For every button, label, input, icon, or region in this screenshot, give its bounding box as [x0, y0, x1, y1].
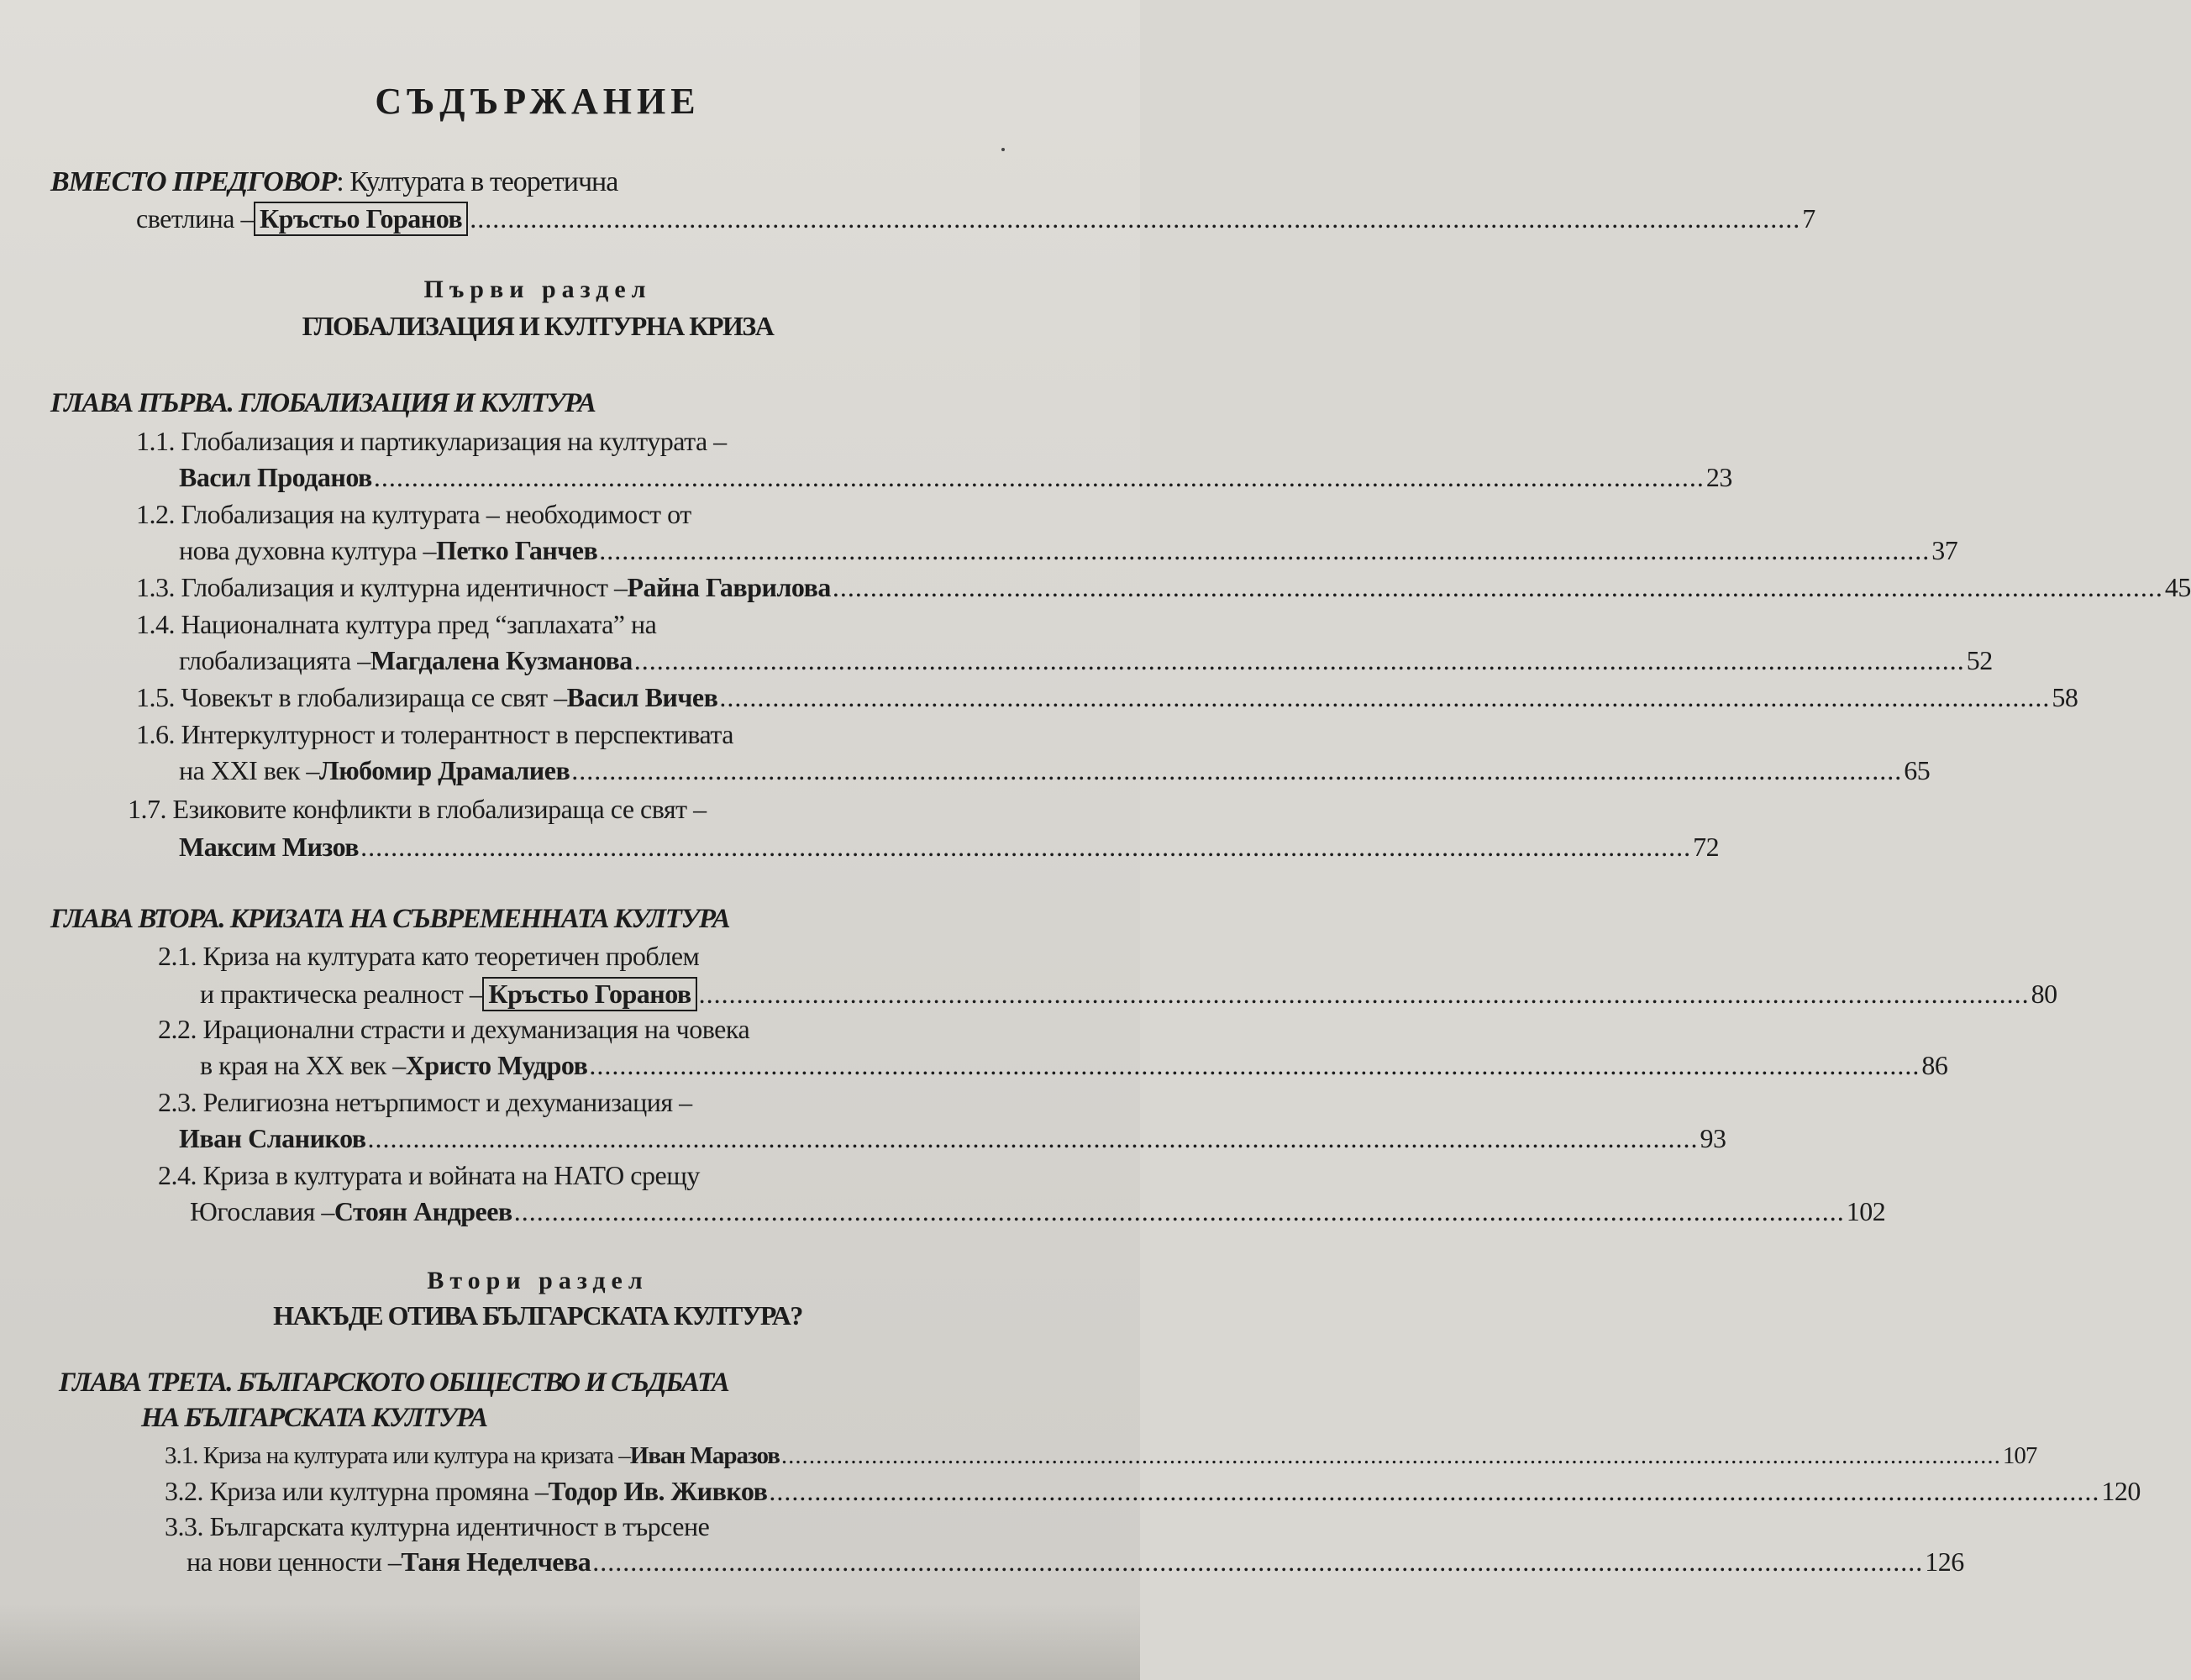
entry-title: 2.1. Криза на културата като теоретичен проблем — [158, 941, 700, 971]
toc-entry-line — [165, 1476, 2141, 1507]
entry-author: Магдалена Кузманова — [370, 645, 633, 675]
entry-title-cont: нова духовна култура – — [179, 535, 436, 565]
page-title: СЪДЪРЖАНИЕ — [375, 81, 701, 122]
page-bottom-shadow — [0, 1604, 1140, 1680]
intro-lead: ВМЕСТО ПРЕДГОВОР — [50, 166, 337, 197]
dot-leader: ................................................................................................................................................................................ — [698, 979, 2030, 1009]
page-number: 126 — [1925, 1546, 1964, 1577]
part-2-title: НАКЪДЕ ОТИВА БЪЛГАРСКАТА КУЛТУРА? — [273, 1300, 802, 1331]
entry-title: 1.7. Езиковите конфликти в глобализираща се свят – — [128, 794, 707, 824]
dot-leader: ................................................................................................................................................................................ — [780, 1442, 2001, 1469]
intro-author: Кръстьо Горанов — [254, 202, 468, 236]
dot-leader: ................................................................................................................................................................................ — [589, 1050, 1920, 1080]
entry-title: 3.3. Българската културна идентичност в търсене — [165, 1511, 710, 1541]
intro-entry-line — [136, 202, 1815, 236]
dot-leader: ................................................................................................................................................................................ — [599, 535, 1931, 565]
chapter-3-title-1: ГЛАВА ТРЕТА. БЪЛГАРСКОТО ОБЩЕСТВО И СЪДБАТА — [59, 1368, 729, 1398]
toc-entry-line — [179, 645, 1993, 676]
dot-leader: ................................................................................................................................................................................ — [769, 1476, 2100, 1506]
entry-author: Иван Слаников — [179, 1123, 366, 1153]
toc-entry-line — [165, 1442, 2037, 1470]
entry-title: 1.4. Националната култура пред “заплахата” на — [136, 609, 657, 639]
toc-entry-line — [200, 977, 2057, 1011]
toc-entry-line — [190, 1196, 1886, 1227]
entry-author: Тодор Ив. Живков — [548, 1476, 768, 1506]
dot-leader: ................................................................................................................................................................................ — [633, 645, 1965, 675]
entry-author: Любомир Драмалиев — [318, 755, 570, 785]
entry-author: Христо Мудров — [405, 1050, 588, 1080]
entry-author: Кръстьо Горанов — [482, 977, 696, 1011]
page-number: 7 — [1802, 203, 1815, 234]
entry-author: Таня Неделчева — [401, 1546, 591, 1577]
entry-title: 2.2. Ирационални страсти и дехуманизация на човека — [158, 1014, 750, 1044]
page-number: 58 — [2052, 682, 2078, 712]
entry-title: 3.2. Криза или културна промяна – — [165, 1476, 549, 1506]
entry-title-cont: на XXI век – — [179, 755, 319, 785]
entry-title: 1.5. Човекът в глобализираща се свят – — [136, 682, 567, 712]
entry-title-cont: и практическа реалност – — [200, 979, 483, 1009]
page-number: 72 — [1693, 832, 1720, 862]
page-number: 23 — [1705, 462, 1732, 492]
page-number: 107 — [2002, 1442, 2037, 1469]
entry-title-cont: на нови ценности – — [187, 1546, 402, 1577]
entry-author: Стоян Андреев — [334, 1196, 512, 1226]
toc-entry-line — [179, 832, 1720, 863]
toc-entry-line — [136, 572, 2191, 603]
entry-author: Максим Мизов — [179, 832, 360, 862]
entry-title: 1.3. Глобализация и културна идентичност – — [136, 572, 628, 602]
dot-leader: ................................................................................................................................................................................ — [832, 572, 2163, 602]
entry-author: Райна Гаврилова — [627, 572, 831, 602]
toc-entry-line — [200, 1050, 1948, 1081]
chapter-2-title: ГЛАВА ВТОРА. КРИЗАТА НА СЪВРЕМЕННАТА КУЛТУРА — [50, 904, 730, 934]
dot-leader: ................................................................................................................................................................................ — [373, 462, 1705, 492]
page-number: 52 — [1966, 645, 1993, 675]
toc-entry-line — [136, 682, 2078, 713]
page-number: 102 — [1846, 1196, 1886, 1226]
page-number: 120 — [2101, 1476, 2141, 1506]
page-number: 37 — [1931, 535, 1958, 565]
entry-title: 1.6. Интеркултурност и толерантност в перспективата — [136, 719, 733, 749]
entry-title: 1.1. Глобализация и партикуларизация на културата – — [136, 426, 727, 456]
entry-title-cont: в края на XX век – — [200, 1050, 406, 1080]
toc-entry-line — [179, 1123, 1726, 1154]
page-number: 93 — [1700, 1123, 1726, 1153]
chapter-3-title-2: НА БЪЛГАРСКАТА КУЛТУРА — [141, 1403, 487, 1433]
entry-author: Петко Ганчев — [435, 535, 598, 565]
entry-author: Васил Проданов — [179, 462, 372, 492]
dot-leader: ................................................................................................................................................................................ — [367, 1123, 1699, 1153]
entry-title: 1.2. Глобализация на културата – необходимост от — [136, 499, 691, 529]
dot-leader: ................................................................................................................................................................................ — [470, 203, 1801, 234]
entry-title: 2.3. Религиозна нетърпимост и дехуманизация – — [158, 1087, 692, 1117]
entry-author: Иван Маразов — [629, 1442, 780, 1469]
entry-title: 2.4. Криза в културата и войната на НАТО срещу — [158, 1160, 700, 1190]
page-number: 45 — [2164, 572, 2191, 602]
entry-title-cont: Югославия – — [190, 1196, 334, 1226]
page-number: 80 — [2031, 979, 2057, 1009]
part-1-label: Първи раздел — [423, 276, 652, 303]
dot-leader: ................................................................................................................................................................................ — [592, 1546, 1924, 1577]
page-number: 86 — [1921, 1050, 1948, 1080]
dot-leader: ................................................................................................................................................................................ — [513, 1196, 1845, 1226]
dot-leader: ................................................................................................................................................................................ — [719, 682, 2051, 712]
part-2-label: Втори раздел — [427, 1267, 649, 1294]
intro-title-2: светлина – — [136, 203, 254, 234]
page-number: 65 — [1904, 755, 1931, 785]
toc-entry-line — [179, 755, 1931, 786]
chapter-1-title: ГЛАВА ПЪРВА. ГЛОБАЛИЗАЦИЯ И КУЛТУРА — [50, 388, 596, 418]
intro-title-1: : Културата в теоретична — [336, 166, 618, 197]
toc-entry-line — [179, 535, 1958, 566]
entry-title: 3.1. Криза на културата или култура на кризата – — [165, 1442, 630, 1469]
entry-author: Васил Вичев — [566, 682, 718, 712]
dot-leader: ................................................................................................................................................................................ — [571, 755, 1903, 785]
intro-title-line-1 — [50, 166, 617, 198]
toc-entry-line — [187, 1546, 1964, 1578]
part-1-title: ГЛОБАЛИЗАЦИЯ И КУЛТУРНА КРИЗА — [302, 311, 774, 341]
entry-title-cont: глобализацията – — [179, 645, 370, 675]
toc-entry-line — [179, 462, 1732, 493]
dot-leader: ................................................................................................................................................................................ — [360, 832, 1692, 862]
print-speck — [1001, 148, 1005, 151]
